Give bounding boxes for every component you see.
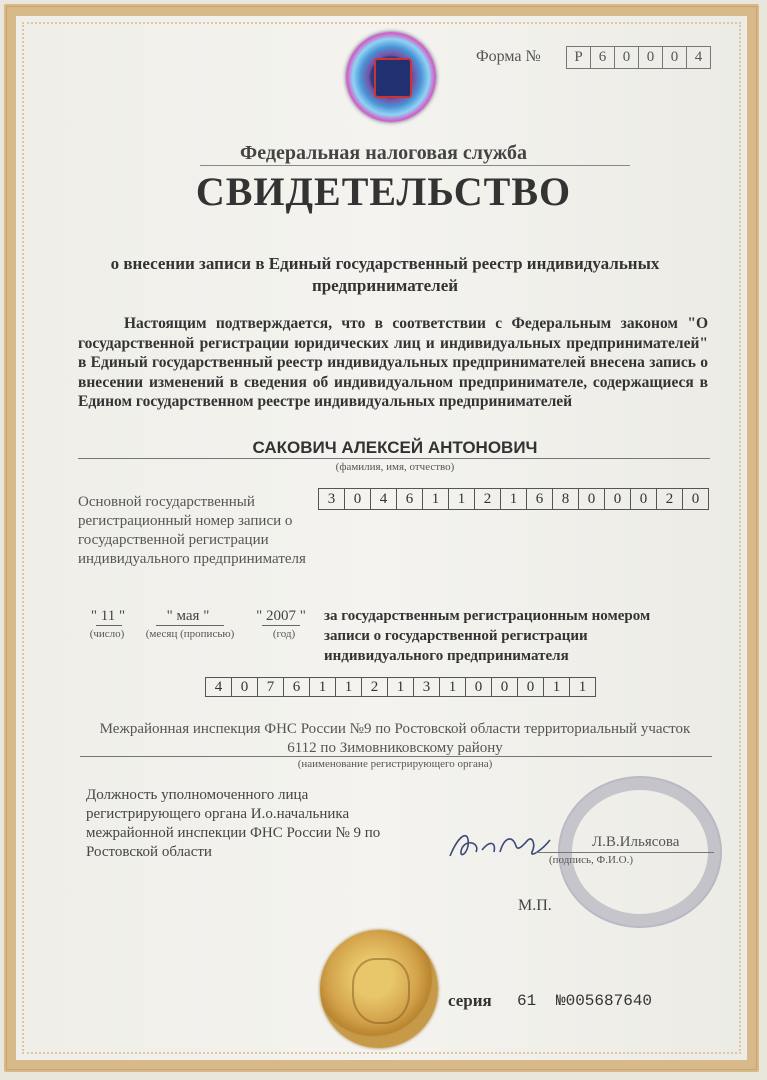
date-month: " мая " (166, 608, 210, 624)
divider (156, 625, 224, 626)
date-year: " 2007 " (256, 608, 306, 624)
grn-digit: 0 (518, 678, 544, 696)
authority-name: Межрайонная инспекция ФНС России №9 по Ростовской области территориальный участок 6112 по Зимовниковскому району (99, 721, 691, 756)
signature-caption: (подпись, Ф.И.О.) (549, 854, 633, 866)
divider (262, 625, 300, 626)
date-year-caption: (год) (272, 628, 296, 640)
ogrn-digit: 1 (449, 489, 475, 509)
divider (96, 625, 122, 626)
ogrn-digit: 6 (527, 489, 553, 509)
mp-label: М.П. (518, 897, 552, 914)
date-month-caption: (месяц (прописью) (145, 628, 235, 640)
grn-digit: 4 (206, 678, 232, 696)
form-label: Форма № (476, 48, 541, 65)
form-code-char: 0 (615, 47, 639, 68)
ogrn-digit: 8 (553, 489, 579, 509)
series-value: 61 (517, 992, 537, 1010)
grn-digit: 3 (414, 678, 440, 696)
form-code-char: 0 (639, 47, 663, 68)
form-code-char: 4 (694, 49, 703, 65)
ogrn-digit: 3 (319, 489, 345, 509)
ogrn-digit: 0 (579, 489, 605, 509)
ogrn-number (318, 488, 709, 510)
divider (80, 756, 712, 757)
date-day-caption: (число) (89, 628, 125, 640)
ogrn-digit: 2 (475, 489, 501, 509)
grn-digit: 7 (258, 678, 284, 696)
ogrn-digit: 0 (691, 491, 700, 507)
date-day: " 11 " (90, 608, 126, 624)
official-position: Должность уполномоченного лица регистрирующего органа И.о.начальника межрайонной инспекции ФНС России № 9 по Ростовской области (86, 787, 381, 860)
person-name: САКОВИЧ АЛЕКСЕЙ АНТОНОВИЧ (252, 438, 538, 457)
signer-name: Л.В.Ильясова (592, 834, 680, 850)
divider (536, 852, 714, 853)
divider (78, 458, 710, 459)
authority-caption: (наименование регистрирующего органа) (297, 758, 493, 770)
document-title: СВИДЕТЕЛЬСТВО (195, 169, 572, 214)
document-number: №005687640 (556, 992, 653, 1010)
grn-digit: 0 (466, 678, 492, 696)
hologram-emblem-icon (346, 32, 436, 122)
ogrn-digit: 0 (345, 489, 371, 509)
ogrn-digit: 1 (423, 489, 449, 509)
form-code (566, 46, 711, 69)
grn-digit: 1 (578, 679, 587, 695)
series-label: серия (448, 991, 492, 1010)
registration-text: за государственным регистрационным номером записи о государственной регистрации индивидуального предпринимателя (324, 608, 651, 664)
form-code-char: Р (567, 47, 591, 68)
grn-digit: 0 (232, 678, 258, 696)
grn-digit: 2 (362, 678, 388, 696)
agency-name: Федеральная налоговая служба (240, 142, 527, 164)
grn-digit: 1 (440, 678, 466, 696)
grn-number (205, 677, 596, 697)
body-paragraph: Настоящим подтверждается, что в соответствии с Федеральным законом "О государственной регистрации юридических лиц и индивидуальных предпринимателей" в Единый государственный реестр индивидуальных предпринимателей внесена запись о внесении изменений в сведения об индивидуальном предпринимателе, содержащиеся в Едином государственном реестре индивидуальных предпринимателей (78, 315, 708, 410)
ogrn-digit: 0 (631, 489, 657, 509)
ogrn-digit: 1 (501, 489, 527, 509)
ogrn-digit: 0 (605, 489, 631, 509)
grn-digit: 1 (310, 678, 336, 696)
person-name-caption: (фамилия, имя, отчество) (335, 461, 455, 473)
ogrn-label: Основной государственный регистрационный номер записи о государственной регистрации индивидуального предпринимателя (78, 494, 306, 567)
grn-digit: 6 (284, 678, 310, 696)
form-code-char: 0 (663, 47, 687, 68)
grn-digit: 0 (492, 678, 518, 696)
form-code-char: 6 (591, 47, 615, 68)
document-subtitle: о внесении записи в Единый государственный реестр индивидуальных предпринимателей (110, 254, 660, 295)
ogrn-digit: 2 (657, 489, 683, 509)
grn-digit: 1 (544, 678, 570, 696)
grn-digit: 1 (336, 678, 362, 696)
ogrn-digit: 6 (397, 489, 423, 509)
grn-digit: 1 (388, 678, 414, 696)
divider (200, 165, 630, 166)
ogrn-digit: 4 (371, 489, 397, 509)
gold-seal-icon (320, 930, 438, 1048)
